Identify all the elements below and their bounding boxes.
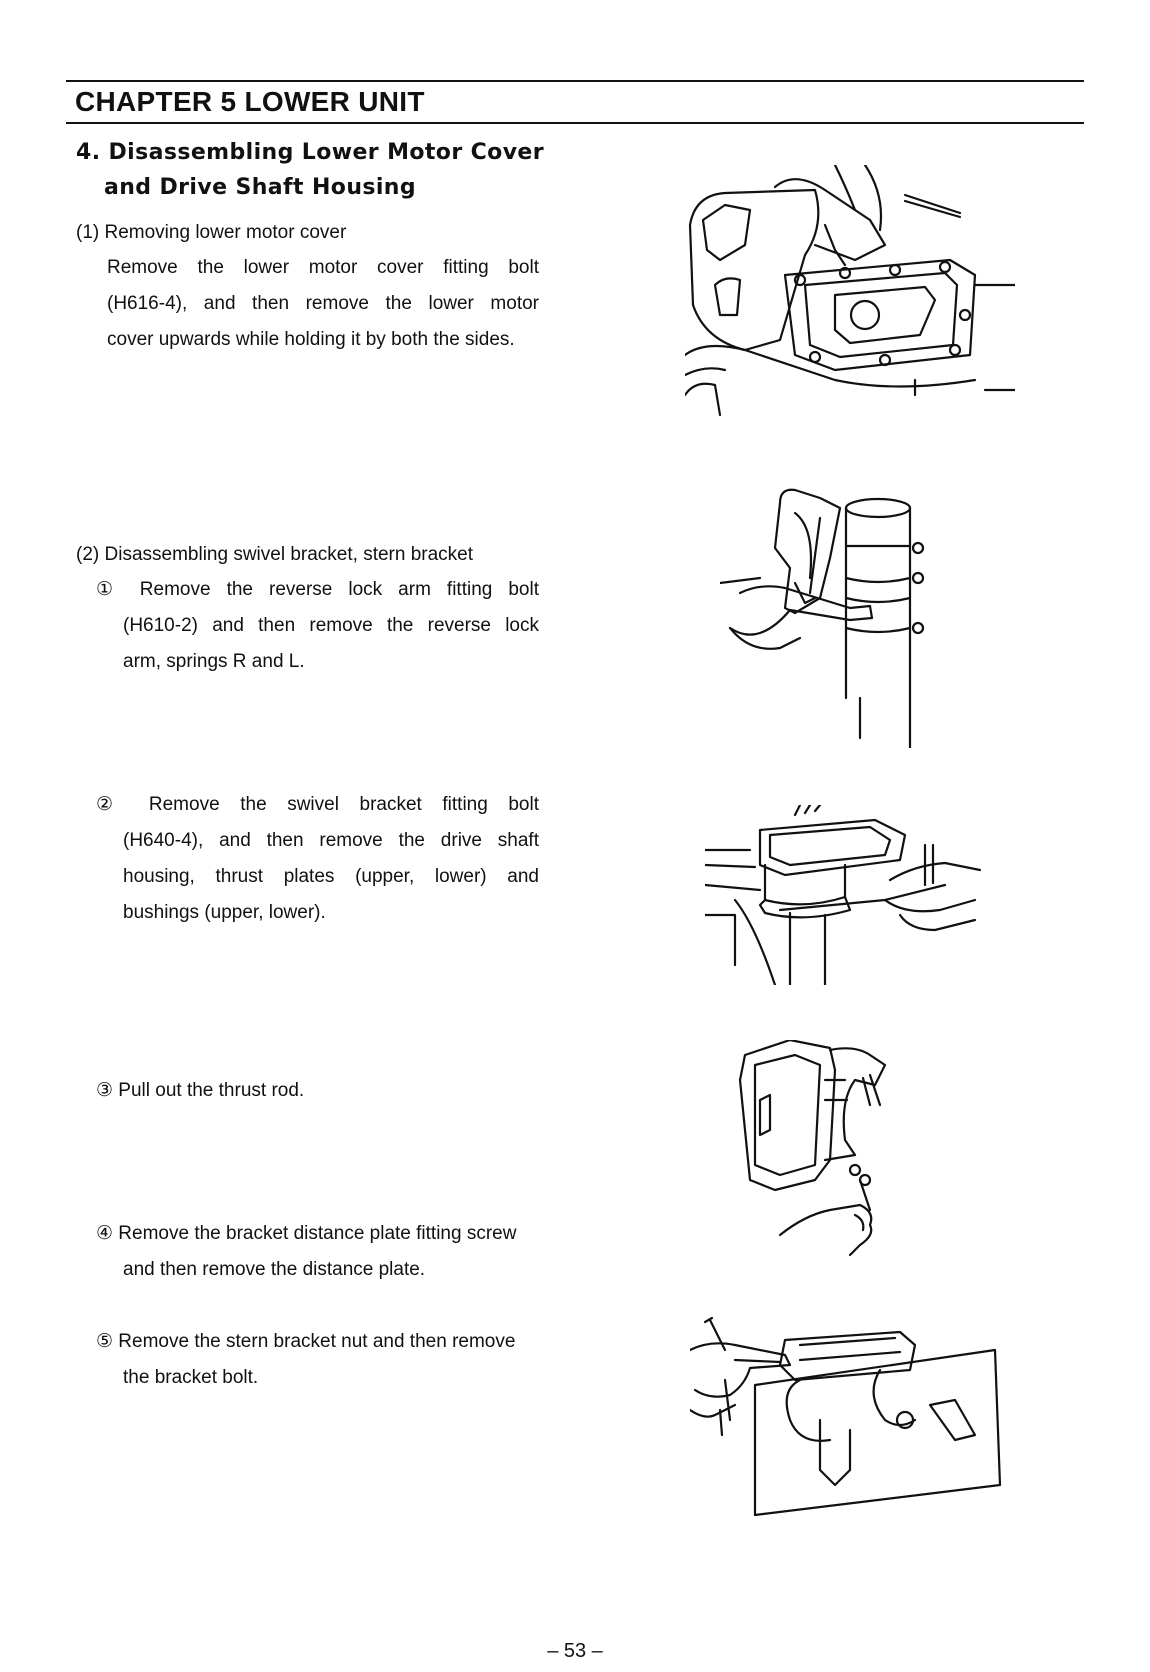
stern-bracket-illustration — [690, 1310, 1010, 1520]
reverse-lock-arm-illustration — [720, 488, 950, 748]
step2-title: (2) Disassembling swivel bracket, stern bracket — [76, 544, 474, 565]
step1-line: Remove the lower motor cover fitting bolt — [107, 257, 539, 278]
header-bottom-rule — [66, 122, 1084, 124]
section-heading-line1: 4. Disassembling Lower Motor Cover — [76, 140, 545, 165]
thrust-rod-illustration — [735, 1040, 895, 1265]
swivel-bracket-illustration — [705, 805, 995, 985]
step1-line: (H616-4), and then remove the lower motor — [107, 293, 539, 314]
step2-item5-line: ⑤ Remove the stern bracket nut and then remove — [96, 1331, 516, 1352]
step2-item1-line: arm, springs R and L. — [123, 651, 305, 672]
page-number: – 53 – — [547, 1640, 603, 1662]
step2-item2-line: (H640-4), and then remove the drive shaft — [123, 830, 539, 851]
step2-item4-line: ④ Remove the bracket distance plate fitting screw — [96, 1223, 517, 1244]
chapter-title: CHAPTER 5 LOWER UNIT — [75, 86, 425, 117]
step2-item2-line: bushings (upper, lower). — [123, 902, 326, 923]
step2-item1-line: (H610-2) and then remove the reverse lock — [123, 615, 539, 636]
step2-item1-line: ① Remove the reverse lock arm fitting bolt — [96, 579, 539, 600]
step2-item4-line: and then remove the distance plate. — [123, 1259, 426, 1280]
step2-item2-line: ② Remove the swivel bracket fitting bolt — [96, 794, 539, 815]
step2-item2-line: housing, thrust plates (upper, lower) and — [123, 866, 539, 887]
lower-motor-cover-illustration — [685, 165, 1015, 430]
section-heading-line2: and Drive Shaft Housing — [104, 175, 417, 200]
step1-title: (1) Removing lower motor cover — [76, 222, 347, 243]
step2-item5-line: the bracket bolt. — [123, 1367, 259, 1388]
header-top-rule — [66, 80, 1084, 82]
step1-line: cover upwards while holding it by both the sides. — [107, 329, 515, 350]
step2-item3-line: ③ Pull out the thrust rod. — [96, 1080, 305, 1101]
